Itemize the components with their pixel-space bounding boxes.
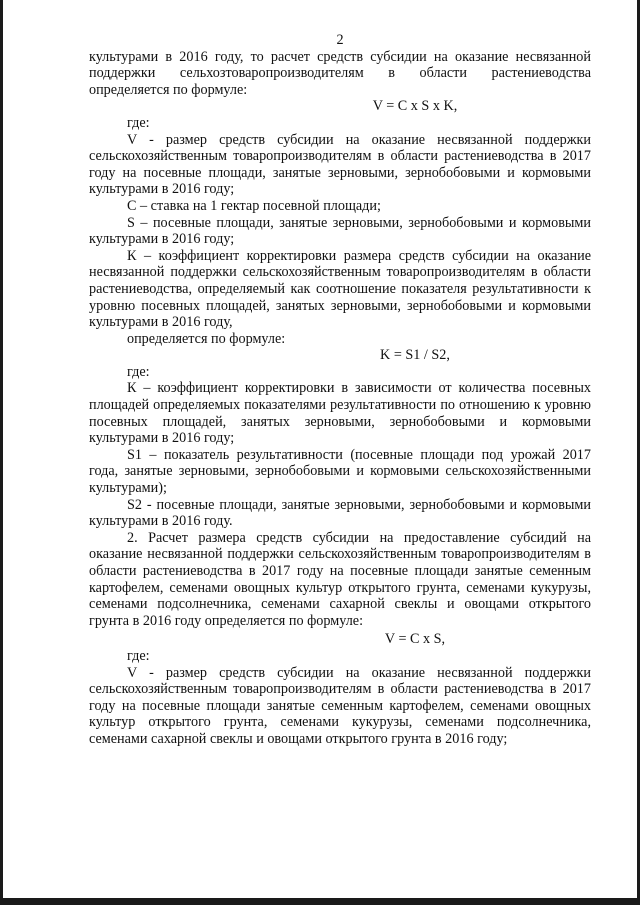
formula-k: K = S1 / S2,: [380, 347, 450, 364]
definition-k-2: К – коэффициент корректировки в зависимости от количества посевных площадей определяемых показателями результативности по отношению к уровню посевных площадей, занятых зерновыми, зернобобовыми и кормовыми культурами в 2016 году;: [89, 380, 591, 447]
label-where-1: где:: [127, 114, 150, 131]
definition-s-1: S – посевные площади, занятые зерновыми, зернобобовыми и кормовыми культурами в 2016 году;: [89, 214, 591, 248]
label-where-2: где:: [127, 363, 150, 380]
scan-border-bottom: [0, 898, 640, 905]
definition-v-2: V - размер средств субсидии на оказание несвязанной поддержки сельскохозяйственным товаропроизводителям в области растениеводства в 2017 году на посевные площади занятые семенным картофелем, семенами овощных культур открытого грунта, семенами кукурузы, семенами подсолнечника, семенами сахарной свеклы и овощами открытого грунта в 2016 году;: [89, 664, 591, 747]
document-body: [89, 32, 591, 748]
formula-vcsk: V = C x S x K,: [372, 98, 458, 115]
definition-s2: S2 - посевные площади, занятые зерновыми, зернобобовыми и кормовыми культурами в 2016 году.: [89, 496, 591, 530]
section-2-paragraph: 2. Расчет размера средств субсидии на предоставление субсидий на оказание несвязанной поддержки сельскохозяйственным товаропроизводителям в области растениеводства в 2017 году на посевные площади занятые семенным картофелем, семенами овощных культур открытого грунта, семенами кукурузы, семенами подсолнечника, семенами сахарной свеклы и овощами открытого грунта в 2016 году определяется по формуле:: [89, 529, 591, 629]
formula-intro: определяется по формуле:: [127, 330, 286, 347]
scan-border-left: [0, 0, 3, 905]
definition-s1: S1 – показатель результативности (посевные площади под урожай 2017 года, занятые зерновыми, зернобобовыми и кормовыми сельскохозяйственными культурами);: [89, 446, 591, 497]
formula-vcs: V = C x S,: [384, 631, 446, 648]
definition-c-1: С – ставка на 1 гектар посевной площади;: [127, 197, 381, 214]
page-number: 2: [336, 32, 344, 48]
definition-v-1: V - размер средств субсидии на оказание несвязанной поддержки сельскохозяйственным товаропроизводителям в области растениеводства в 2017 году на посевные площади, занятые зерновыми, зернобобовыми и кормовыми культурами в 2016 году;: [89, 131, 591, 198]
definition-k-1: К – коэффициент корректировки размера средств субсидии на оказание несвязанной поддержки сельскохозяйственным товаропроизводителям в области растениеводства, определяемый как соотношение показателя результативности к уровню посевных площадей, занятых зерновыми, зернобобовыми и кормовыми культурами в 2016 году,: [89, 247, 591, 331]
label-where-3: где:: [127, 647, 150, 664]
paragraph-continuation: культурами в 2016 году, то расчет средств субсидии на оказание несвязанной поддержки сельхозтоваропроизводителям в области растениеводства определяется по формуле:: [89, 48, 591, 98]
